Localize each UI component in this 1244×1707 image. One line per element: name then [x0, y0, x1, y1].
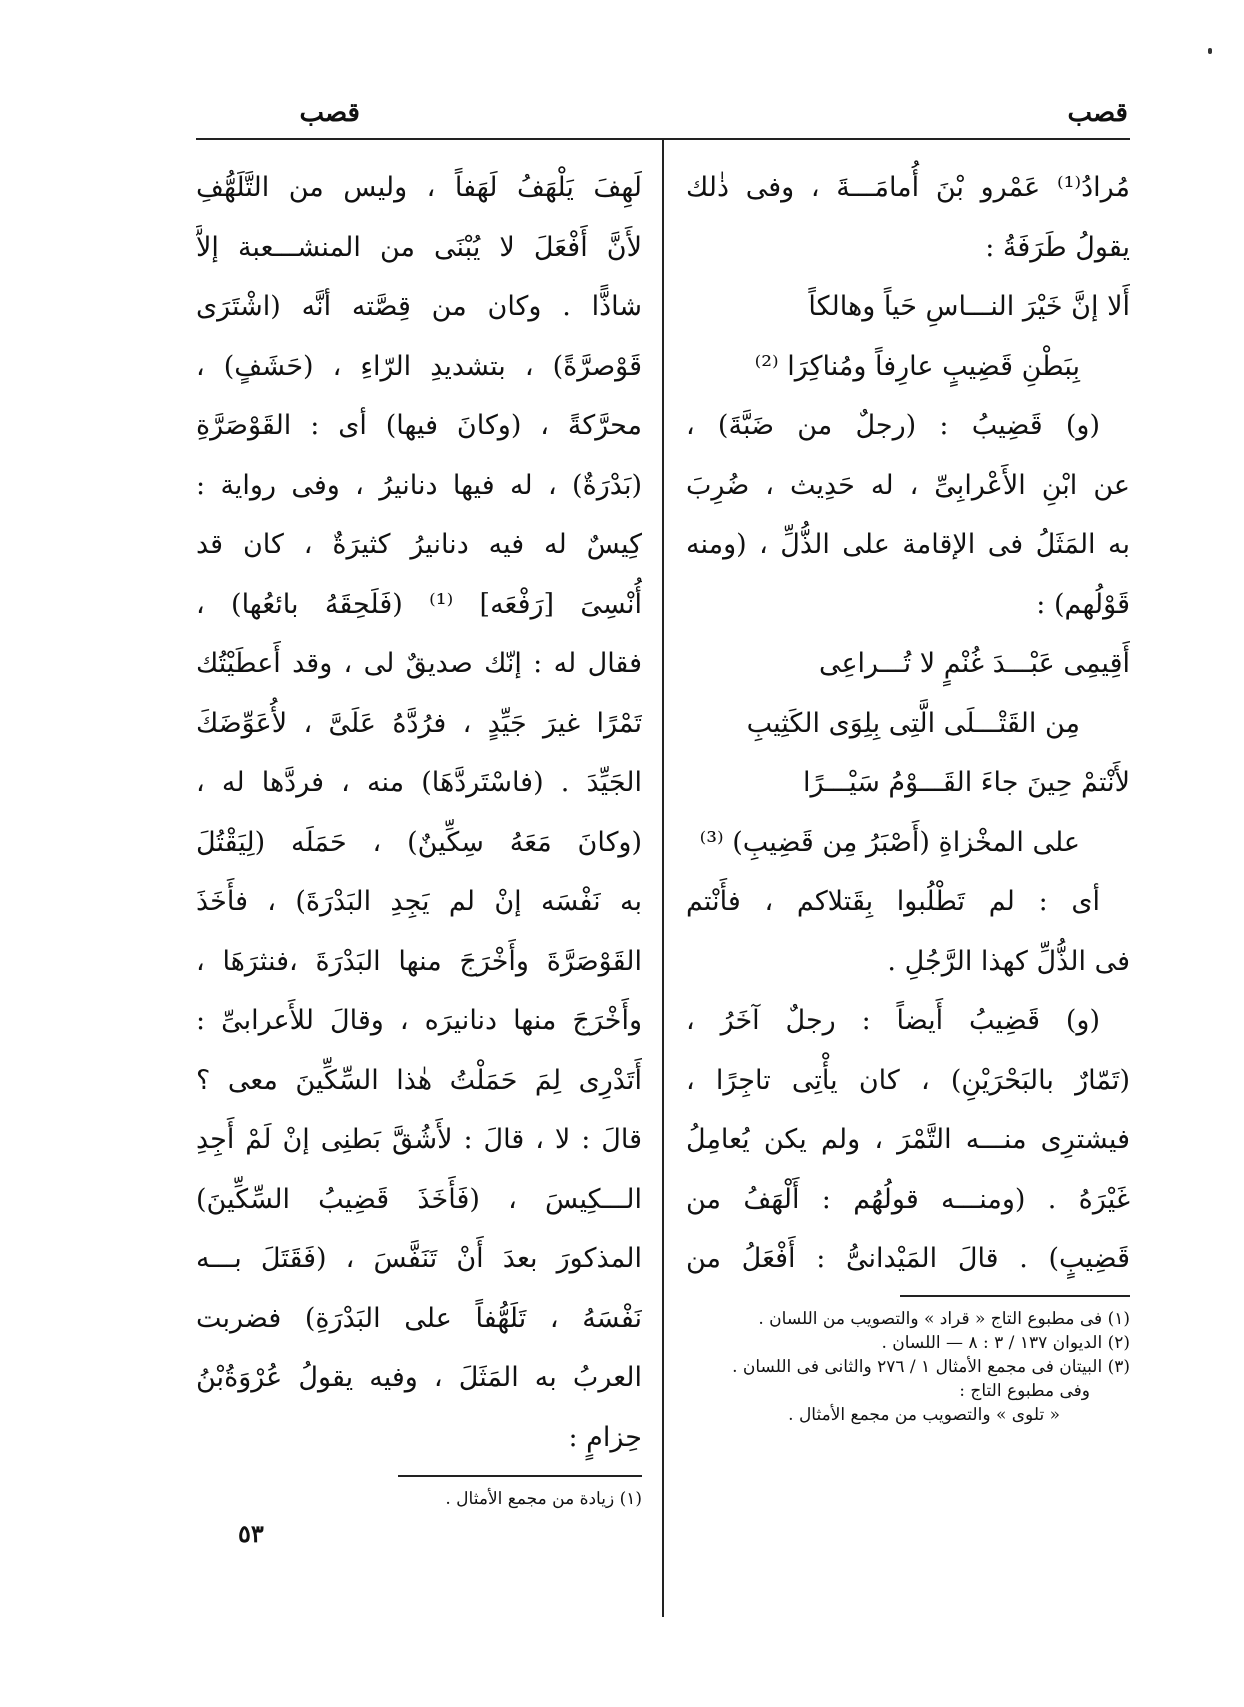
verse-line: بِبَطْنِ قَضِيبٍ عارِفاً ومُناكِرَا ⁽²⁾ [754, 350, 1080, 382]
page-number: ٥٣ [238, 1519, 264, 1548]
text-line: (بَدْرَةٌ) ، له فيها دنانيرُ ، وفى رواية : [196, 469, 642, 501]
footnote-rule-right [900, 1295, 1130, 1297]
text-line: (وكانَ مَعَهُ سِكِّينٌ) ، حَمَلَه (لِيَقْتُلَ [196, 826, 642, 858]
scan-speck [1208, 48, 1212, 54]
text-line: (و) قَضِيبُ أَيضاً : رجلٌ آخَرُ ، [686, 1005, 1100, 1036]
text-line: قَوْلُهم) : [1036, 588, 1130, 620]
text-line: مُرادُ⁽¹⁾ عَمْرو بْنَ أُمامَـــةَ ، وفى ذٰلك [686, 172, 1130, 203]
footnote: (١) زيادة من مجمع الأمثال . [445, 1489, 642, 1509]
text-line: أُنْسِىَ [رَفْعَه] ⁽¹⁾ (فَلَحِقَهُ بائعُها) ، [196, 588, 642, 620]
text-line: أى : لم تَطْلُبوا بِقَتلاكم ، فأَنْتم [686, 886, 1100, 917]
text-line: القَوْصَرَّةَ وأَخْرَجَ منها البَدْرَةَ ،فنثرَهَا ، [196, 945, 642, 977]
footnote-continuation: « تلوى » والتصويب من مجمع الأمثال . [788, 1405, 1060, 1425]
text-line: شاذًّا . وكان من قِصَّته أنَّه (اشْتَرَى [196, 291, 642, 322]
verse-line: على المخْزاةِ (أَصْبَرُ مِن قَضِيبِ) ⁽³⁾ [699, 826, 1080, 858]
text-line: به نَفْسَه إنْ لم يَجِدِ البَدْرَةَ) ، فأَخَذَ [196, 886, 642, 917]
verse-line: أَقِيمِى عَبْـــدَ غُنْمٍ لا تُـــراعِى [818, 648, 1130, 679]
text-line: عن ابْنِ الأَعْرابِىِّ ، له حَدِيث ، ضُرِبَ [686, 469, 1130, 501]
text-line: نَفْسَهُ ، تَلَهُّفاً على البَدْرَةِ) فضربت [196, 1302, 642, 1334]
column-separator [662, 139, 664, 1617]
text-line: قالَ : لا ، قالَ : لأَشُقَّ بَطنِى إنْ لَمْ أَجِدِ [196, 1124, 642, 1155]
text-line: يقولُ طَرَفَةُ : [985, 231, 1130, 263]
text-line: به المَثَلُ فى الإقامة على الذُّلِّ ، (ومنه [686, 529, 1130, 560]
text-line: تَمْرًا غيرَ جَيِّدٍ ، فرُدَّهُ عَلَىَّ ، لأُعَوِّضَكَ [196, 707, 642, 739]
text-line: محرَّكةً ، (وكانَ فيها) أى : القَوْصَرَّةِ [196, 410, 642, 441]
running-header-right: قصب [1067, 98, 1128, 128]
running-header-left: قصب [299, 98, 360, 128]
text-line: العربُ به المَثَلَ ، وفيه يقولُ عُرْوَةُبْنُ [196, 1362, 642, 1393]
footnote: (٣) البيتان فى مجمع الأمثال ١ / ٢٧٦ والثانى فى اللسان . [732, 1357, 1130, 1377]
footnotes-left [196, 1487, 642, 1511]
text-line: فقال له : إنّك صديقٌ لى ، وقد أَعطَيْتُك [196, 648, 642, 679]
footnote-continuation: وفى مطبوع التاج : [959, 1381, 1090, 1401]
text-line: الـــكِيسَ ، (فَأَخَذَ قَضِيبُ السِّكِّينَ) [196, 1183, 642, 1215]
text-line: الجَيِّدَ . (فاسْتَردَّهَا) منه ، فردَّها له ، [196, 767, 642, 798]
footnote-rule-left [398, 1475, 642, 1477]
footnote: (٢) الديوان ١٣٧ / ٣ : ٨ — اللسان . [881, 1333, 1130, 1353]
text-line: فى الذُّلِّ كهذا الرَّجُلِ . [887, 945, 1130, 977]
text-line: قَضِيبٍ) . قالَ المَيْدانىُّ : أَفْعَلُ من [686, 1243, 1130, 1274]
text-line: المذكورَ بعدَ أَنْ تَنَفَّسَ ، (فَقَتَلَ بـــه [196, 1243, 642, 1274]
verse-line: مِن القَتْـــلَى الَّتِى بِلِوَى الكَثِيبِ [746, 707, 1080, 739]
text-line: (و) قَضِيبُ : (رجلٌ من ضَبَّةَ) ، [686, 410, 1100, 441]
text-line: أَتَدْرِى لِمَ حَمَلْتُ هٰذا السِّكِّينَ معى ؟ [196, 1064, 642, 1096]
verse-line: لأَنْتمْ حِينَ جاءَ القَـــوْمُ سَيْـــرًا [802, 767, 1130, 798]
text-line: قَوْصرَّةً) ، بتشديدِ الرّاءِ ، (حَشَفٍ) ، [196, 350, 642, 382]
text-line: وأَخْرَجَ منها دنانيرَه ، وقالَ للأَعرابىِّ : [196, 1005, 642, 1036]
verse-line: أَلا إنَّ خَيْرَ النـــاسِ حَياً وهالكاً [808, 291, 1130, 322]
footnotes-right [686, 1307, 1130, 1427]
text-line: حِزامٍ : [568, 1421, 642, 1453]
text-line: لَهِفَ يَلْهَفُ لَهَفاً ، وليس من التَّلَهُّفِ [196, 172, 642, 203]
left-column [196, 158, 642, 1467]
footnote: (١) فى مطبوع التاج « قراد » والتصويب من اللسان . [758, 1309, 1130, 1329]
text-line: فيشترِى منـــه التَّمْرَ ، ولم يكن يُعامِلُ [686, 1124, 1130, 1155]
text-line: غَيْرَهُ . (ومنـــه قولُهُم : أَلْهَفُ من [686, 1183, 1130, 1215]
text-line: (تَمّارٌ بالبَحْرَيْنِ) ، كان يأْتِى تاجِرًا ، [686, 1064, 1130, 1096]
text-line: كِيسٌ له فيه دنانيرُ كثيرَةٌ ، كان قد [196, 529, 642, 560]
right-column [686, 158, 1130, 1289]
text-line: لأَنَّ أَفْعَلَ لا يُبْنَى من المنشـــعبة إلاَّ [196, 231, 642, 263]
